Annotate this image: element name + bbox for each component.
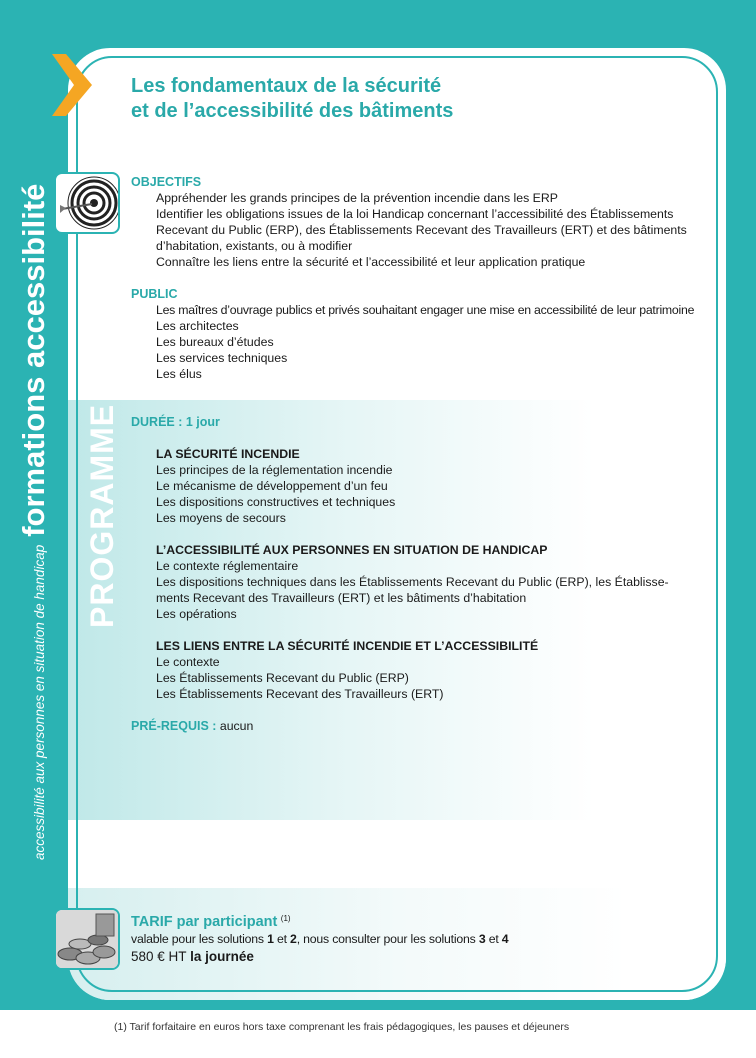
side-label (16, 184, 52, 860)
tarif-text: et (485, 932, 502, 947)
objectifs-item: Identifier les obligations issues de la loi Handicap concernant l’accessibilité des Établissements (156, 207, 674, 221)
objectifs-heading: OBJECTIFS (131, 175, 202, 189)
tarif-block (131, 910, 508, 965)
side-subtitle: accessibilité aux personnes en situation de handicap (32, 544, 47, 860)
public-item: Les architectes (156, 319, 239, 333)
objectifs-item: Recevant du Public (ERP), des Établissements Recevant des Travailleurs (ERT) et des bâtiments (156, 223, 687, 237)
tarif-price (131, 948, 508, 965)
section-item: Les dispositions techniques dans les Établissements Recevant du Public (ERP), les Établisse- (156, 575, 669, 589)
target-icon (54, 172, 120, 234)
side-main-title: formations accessibilité (16, 183, 51, 537)
tarif-solutions (131, 931, 508, 948)
programme-vertical-label: PROGRAMME (84, 403, 120, 628)
tarif-bold: 4 (501, 932, 509, 947)
tarif-bold: 3 (478, 932, 486, 947)
section-item: Les Établissements Recevant des Travailleurs (ERT) (156, 687, 444, 701)
main-content (131, 174, 711, 734)
tarif-text: , nous consulter pour les solutions (296, 932, 479, 947)
tarif-heading: TARIF par participant (131, 914, 278, 931)
title-line-2: et de l’accessibilité des bâtiments (131, 100, 454, 122)
section-heading: LA SÉCURITÉ INCENDIE (156, 447, 300, 461)
price-unit: la journée (190, 949, 254, 965)
prerequis-value: aucun (219, 719, 254, 733)
tarif-note-mark: (1) (280, 914, 291, 923)
section-item: Les dispositions constructives et techniques (156, 495, 396, 509)
objectifs-item: Connaître les liens entre la sécurité et l’accessibilité et leur application pratique (156, 255, 586, 269)
prerequis (131, 718, 711, 734)
section-item: Le contexte réglementaire (156, 559, 299, 573)
public-item: Les services techniques (156, 351, 288, 365)
section-item: Les opérations (156, 607, 237, 621)
tarif-text: et (273, 932, 291, 947)
duree: DURÉE : 1 jour (131, 415, 220, 429)
section-heading: L’ACCESSIBILITÉ AUX PERSONNES EN SITUATION DE HANDICAP (156, 543, 548, 557)
section-item: Le contexte (156, 655, 220, 669)
title-line-1: Les fondamentaux de la sécurité (131, 75, 442, 97)
public-item: Les maîtres d’ouvrage publics et privés souhaitant engager une mise en accessibilité de leur patrimoine (156, 303, 695, 317)
prerequis-label: PRÉ-REQUIS : (131, 719, 217, 733)
objectifs-item: Appréhender les grands principes de la prévention incendie dans les ERP (156, 191, 558, 205)
section-heading: LES LIENS ENTRE LA SÉCURITÉ INCENDIE ET L’ACCESSIBILITÉ (156, 639, 539, 653)
section-item: Le mécanisme de développement d’un feu (156, 479, 388, 493)
chevron-icon (52, 54, 92, 116)
tarif-bold: 2 (290, 932, 297, 947)
tarif-text: valable pour les solutions (131, 932, 268, 947)
tarif-bold: 1 (267, 932, 274, 947)
public-heading: PUBLIC (131, 287, 178, 301)
section-item: Les principes de la réglementation incendie (156, 463, 393, 477)
section-item: Les moyens de secours (156, 511, 286, 525)
footnote: (1) Tarif forfaitaire en euros hors taxe comprenant les frais pédagogiques, les pauses et déjeuners (114, 1021, 570, 1033)
section-item: Les Établissements Recevant du Public (ERP) (156, 671, 409, 685)
public-item: Les élus (156, 367, 202, 381)
section-item: ments Recevant des Travailleurs (ERT) et les bâtiments d’habitation (156, 591, 527, 605)
coins-icon (54, 908, 120, 970)
price-value: 580 € HT (131, 949, 187, 965)
public-item: Les bureaux d’études (156, 335, 274, 349)
objectifs-item: d’habitation, existants, ou à modifier (156, 239, 353, 253)
page-title (131, 74, 453, 124)
footer-band (0, 1010, 756, 1058)
